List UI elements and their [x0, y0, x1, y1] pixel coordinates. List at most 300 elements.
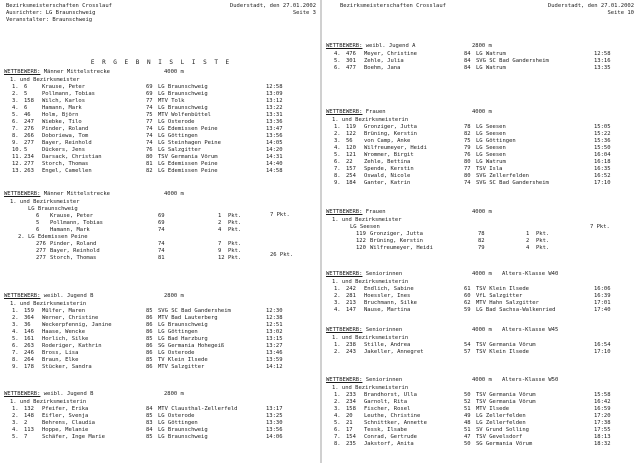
result-cell: 14:31: [266, 154, 283, 160]
results-section: [4, 292, 320, 371]
result-cell: 2: [24, 420, 28, 426]
result-row: [326, 293, 638, 300]
result-cell: 1.: [334, 392, 341, 398]
result-row: [4, 112, 320, 119]
results-section: [326, 326, 638, 356]
result-cell: 69: [158, 220, 165, 226]
results-section: [326, 108, 638, 187]
result-cell: Wilfreumeyer, Heidi: [364, 145, 427, 151]
result-cell: 7.: [12, 126, 19, 132]
result-row: [326, 342, 638, 349]
result-cell: LG Göttingen: [158, 420, 198, 426]
result-cell: LG Braunschweig: [158, 84, 208, 90]
result-cell: 16:52: [594, 173, 611, 179]
result-cell: 281: [346, 293, 356, 299]
result-row: [4, 213, 320, 220]
subheading: 1. und Bezirksmeisterin: [332, 117, 409, 123]
result-cell: 238: [346, 342, 356, 348]
event-heading: [326, 326, 638, 335]
result-cell: Eifler, Svenja: [42, 413, 89, 419]
result-cell: SVG SC Bad Gandersheim: [476, 180, 549, 186]
result-cell: Zehle, Bettina: [364, 159, 411, 165]
event-distance: 4000 m: [472, 327, 492, 333]
event-distance: 4000 m: [472, 109, 492, 115]
result-cell: 14:12: [266, 364, 283, 370]
result-row: [4, 420, 320, 427]
result-cell: Endlich, Sabine: [364, 286, 414, 292]
event-distance: 4000 m: [472, 209, 492, 215]
result-row: [326, 392, 638, 399]
result-row: [4, 227, 320, 234]
result-cell: Pfeifer, Erika: [42, 406, 89, 412]
result-cell: Storch, Thomas: [42, 161, 89, 167]
result-row: [4, 105, 320, 112]
event-distance: 4000 m: [164, 191, 184, 197]
result-cell: 74: [146, 133, 153, 139]
result-cell: 2.: [334, 131, 341, 137]
result-cell: 74: [464, 180, 471, 186]
result-cell: 4: [526, 245, 530, 251]
result-cell: SV Grund Solling: [476, 427, 529, 433]
result-row: [4, 308, 320, 315]
result-cell: MTV Ilsede: [476, 406, 510, 412]
result-cell: 80: [464, 173, 471, 179]
result-cell: 13:59: [266, 357, 283, 363]
result-cell: 14:58: [266, 168, 283, 174]
result-cell: 146: [24, 329, 34, 335]
result-cell: Gronziger, Jutta: [370, 231, 423, 237]
result-cell: 69: [146, 91, 153, 97]
result-cell: SG Germania Hohegeiß: [158, 343, 225, 349]
result-cell: 1.: [12, 406, 19, 412]
result-cell: 75: [146, 112, 153, 118]
result-cell: 7.: [334, 166, 341, 172]
result-cell: Pollmann, Tobias: [50, 220, 103, 226]
result-cell: 14:05: [266, 140, 283, 146]
result-cell: 132: [24, 406, 34, 412]
event-name: Männer Mittelstrecke: [43, 191, 110, 197]
result-cell: Brüning, Kerstin: [370, 238, 423, 244]
event-heading: [4, 190, 320, 199]
team-results-section: [4, 190, 320, 262]
result-row: [326, 441, 638, 448]
result-cell: 54: [464, 342, 471, 348]
result-cell: Schnittker, Annette: [364, 420, 427, 426]
result-cell: 213: [346, 300, 356, 306]
result-cell: 12:38: [266, 315, 283, 321]
result-cell: 6: [24, 84, 28, 90]
result-cell: 119: [356, 231, 366, 237]
result-cell: 74: [158, 227, 165, 233]
result-cell: 15:36: [594, 138, 611, 144]
event-label: WETTBEWERB:: [4, 69, 41, 75]
result-cell: 12.: [12, 161, 22, 167]
result-cell: 82: [478, 238, 485, 244]
result-cell: 2.: [12, 315, 19, 321]
age-class: Alters-Klasse W50: [502, 377, 559, 383]
result-row: [326, 145, 638, 152]
event-distance: 2800 m: [164, 391, 184, 397]
result-cell: 3.: [12, 322, 19, 328]
result-cell: 158: [346, 406, 356, 412]
results-section: [4, 68, 320, 175]
result-cell: 276: [24, 126, 34, 132]
result-row: [326, 138, 638, 145]
result-cell: 9: [218, 248, 222, 254]
result-row: [4, 147, 320, 154]
result-cell: 80: [464, 159, 471, 165]
result-cell: TSV Germania Vörum: [476, 342, 536, 348]
result-row: [4, 241, 320, 248]
result-cell: 13:56: [266, 427, 283, 433]
results-section: [326, 376, 638, 448]
result-cell: Nause, Martina: [364, 307, 411, 313]
result-cell: MTV Hahn Salzgitter: [476, 300, 539, 306]
result-cell: MTV Bad Lauterberg: [158, 315, 218, 321]
result-cell: TSV Klein Ilsede: [476, 286, 529, 292]
result-cell: 36: [24, 322, 31, 328]
result-cell: 84: [464, 51, 471, 57]
result-cell: 11.: [12, 154, 22, 160]
result-cell: Jakeller, Annegret: [364, 349, 424, 355]
result-cell: Braun, Elke: [42, 357, 79, 363]
result-cell: 17:38: [594, 420, 611, 426]
result-cell: Pkt.: [228, 255, 242, 261]
result-cell: 13:35: [594, 65, 611, 71]
result-cell: 61: [464, 286, 471, 292]
result-cell: 69: [158, 213, 165, 219]
result-cell: 17:10: [594, 180, 611, 186]
event-name: Männer Mittelstrecke: [43, 69, 110, 75]
event-heading: [4, 68, 320, 77]
result-cell: 84: [146, 406, 153, 412]
result-cell: LG Bad Harzburg: [158, 336, 208, 342]
result-row: [4, 220, 320, 227]
result-cell: 477: [346, 65, 356, 71]
result-cell: 1.: [334, 286, 341, 292]
right-page: [322, 0, 640, 463]
event-heading: [326, 108, 638, 117]
result-cell: 49: [464, 413, 471, 419]
result-cell: 16:04: [594, 152, 611, 158]
result-cell: 266: [24, 133, 34, 139]
result-cell: 79: [478, 245, 485, 251]
result-cell: 157: [346, 166, 356, 172]
result-cell: 184: [346, 180, 356, 186]
result-cell: 17:10: [594, 349, 611, 355]
result-cell: 52: [464, 399, 471, 405]
result-cell: 2: [218, 220, 222, 226]
result-cell: 85: [146, 434, 153, 440]
result-cell: 86: [146, 350, 153, 356]
result-cell: 77: [146, 98, 153, 104]
result-cell: 2.: [334, 399, 341, 405]
result-cell: Pkt.: [536, 231, 550, 237]
result-row: [326, 58, 638, 65]
result-cell: 13:25: [266, 413, 283, 419]
result-cell: Schäfer, Inge Marie: [42, 434, 105, 440]
result-row: [4, 336, 320, 343]
event-label: WETTBEWERB:: [326, 377, 363, 383]
results-section: [326, 42, 638, 72]
result-cell: 476: [346, 51, 356, 57]
result-cell: 122: [356, 238, 366, 244]
result-cell: 48: [464, 420, 471, 426]
result-cell: SVG SC Bad Gandersheim: [476, 58, 549, 64]
result-cell: Wilch, Karlos: [42, 98, 86, 104]
result-cell: 233: [346, 392, 356, 398]
result-cell: 13:46: [266, 350, 283, 356]
result-row: [326, 159, 638, 166]
result-cell: 119: [346, 124, 356, 130]
result-cell: 6.: [334, 65, 341, 71]
event-heading: [326, 208, 638, 217]
result-cell: 16:06: [594, 286, 611, 292]
result-row: [4, 133, 320, 140]
result-cell: TSV Gevelsdorf: [476, 434, 523, 440]
result-row: [4, 406, 320, 413]
list-title: E R G E B N I S L I S T E: [90, 59, 232, 66]
result-cell: LG Salzgitter: [158, 147, 202, 153]
result-cell: 4.: [334, 51, 341, 57]
result-cell: 13:31: [266, 112, 283, 118]
result-row: [326, 124, 638, 131]
result-cell: 16:59: [594, 406, 611, 412]
result-cell: 5.: [12, 336, 19, 342]
result-cell: LG Braunschweig: [158, 91, 208, 97]
result-cell: LG Braunschweig: [158, 427, 208, 433]
result-cell: 364: [24, 315, 34, 321]
result-cell: 21: [346, 420, 353, 426]
result-cell: Gronziger, Jutta: [364, 124, 417, 130]
subheading: 1. und Bezirksmeisterin: [10, 399, 87, 405]
result-cell: LG Bad Sachsa-Walkenried: [476, 307, 556, 313]
result-cell: Pkt.: [228, 227, 242, 233]
result-cell: 1.: [12, 84, 19, 90]
result-cell: 4.: [12, 427, 19, 433]
result-row: [4, 343, 320, 350]
header-line: Ausrichter: LG Braunschweig: [6, 10, 96, 16]
team-name-text: LG Edemissen Peine: [27, 234, 88, 240]
event-label: WETTBEWERB:: [4, 293, 41, 299]
result-row: [4, 98, 320, 105]
result-row: [4, 126, 320, 133]
result-row: [4, 161, 320, 168]
result-cell: Tessk, Ilsabe: [364, 427, 408, 433]
result-cell: 13:36: [266, 119, 283, 125]
header-line: Veranstalter: Braunschweig: [6, 17, 93, 23]
result-cell: LG Göttingen: [158, 133, 198, 139]
result-cell: von Camp, Anke: [364, 138, 411, 144]
result-row: [326, 51, 638, 58]
result-cell: Pinder, Roland: [42, 126, 89, 132]
result-cell: 277: [36, 255, 46, 261]
result-row: [4, 322, 320, 329]
result-row: [326, 300, 638, 307]
result-row: [326, 427, 638, 434]
event-label: WETTBEWERB:: [4, 191, 41, 197]
result-cell: 12:58: [594, 51, 611, 57]
result-cell: 51: [464, 427, 471, 433]
result-cell: 277: [24, 161, 34, 167]
result-cell: 7: [24, 434, 28, 440]
team-points: 7 Pkt.: [270, 212, 290, 218]
result-cell: 13:30: [266, 420, 283, 426]
result-cell: LG Braunschweig: [158, 105, 208, 111]
result-cell: LG Osterode: [158, 350, 195, 356]
result-cell: 178: [24, 364, 34, 370]
result-row: [326, 406, 638, 413]
result-cell: 86: [146, 329, 153, 335]
event-heading: [4, 292, 320, 301]
result-cell: 86: [146, 315, 153, 321]
result-cell: TSV Klein Ilsede: [476, 349, 529, 355]
result-cell: 5.: [334, 420, 341, 426]
result-cell: Boehm, Jana: [364, 65, 401, 71]
result-cell: 86: [146, 364, 153, 370]
header-line: Bezirksmeisterschaften Crosslauf: [6, 3, 112, 9]
result-cell: 159: [24, 308, 34, 314]
result-cell: LG Watrum: [476, 51, 506, 57]
result-cell: 13:12: [266, 98, 283, 104]
result-cell: 78: [478, 231, 485, 237]
result-cell: 74: [158, 248, 165, 254]
result-row: [326, 349, 638, 356]
event-distance: 4000 m: [472, 271, 492, 277]
result-cell: Hamann, Mark: [42, 105, 82, 111]
result-cell: Oswald, Nicole: [364, 173, 411, 179]
result-cell: Wrommer, Birgit: [364, 152, 414, 158]
result-cell: Bruchmann, Silke: [364, 300, 417, 306]
result-cell: 4.: [12, 329, 19, 335]
result-cell: 5.: [12, 434, 19, 440]
result-cell: VfL Salzgitter: [476, 293, 523, 299]
result-row: [326, 399, 638, 406]
event-name: weibl. Jugend B: [43, 391, 94, 397]
result-cell: 83: [146, 420, 153, 426]
result-cell: 1.: [12, 308, 19, 314]
result-row: [4, 84, 320, 91]
event-name: Seniorinnen: [365, 327, 403, 333]
team-name: LG Seesen: [350, 224, 380, 230]
result-cell: Jakstorf, Anita: [364, 441, 414, 447]
result-cell: 276: [36, 241, 46, 247]
result-cell: LG Seesen: [476, 124, 506, 130]
result-cell: 77: [464, 166, 471, 172]
team-results-section: [326, 208, 638, 252]
result-cell: 4.: [334, 413, 341, 419]
result-cell: 9.: [12, 140, 19, 146]
result-cell: 254: [346, 173, 356, 179]
result-cell: Pkt.: [536, 245, 550, 251]
result-cell: 242: [346, 286, 356, 292]
result-cell: LG Zellerfelden: [476, 413, 526, 419]
result-row: [4, 168, 320, 175]
result-cell: Brüning, Kerstin: [364, 131, 417, 137]
subheading: 1. und Bezirksmeisterin: [10, 301, 87, 307]
result-cell: 82: [464, 131, 471, 137]
result-cell: 16:18: [594, 159, 611, 165]
result-cell: Engel, Camellen: [42, 168, 92, 174]
result-cell: 3.: [334, 138, 341, 144]
result-cell: 85: [146, 357, 153, 363]
result-cell: 13:27: [266, 343, 283, 349]
result-cell: 3.: [12, 420, 19, 426]
result-cell: 17:20: [594, 413, 611, 419]
result-cell: LG Osterode: [158, 119, 195, 125]
result-cell: 84: [146, 427, 153, 433]
page-number: Seite 10: [607, 10, 634, 16]
result-row: [4, 413, 320, 420]
result-cell: 9.: [12, 364, 19, 370]
result-row: [326, 307, 638, 314]
result-cell: 6: [24, 105, 28, 111]
result-cell: 16:54: [594, 342, 611, 348]
subheading: 1. und Bezirksmeister: [10, 77, 80, 83]
result-cell: LG Seesen: [476, 145, 506, 151]
result-cell: 76: [146, 147, 153, 153]
result-cell: 235: [346, 441, 356, 447]
result-row: [4, 315, 320, 322]
result-cell: 10.: [12, 147, 22, 153]
result-cell: 16:35: [594, 166, 611, 172]
right-date-block: [548, 3, 634, 17]
result-cell: Holm, Björn: [42, 112, 79, 118]
result-cell: 82: [146, 168, 153, 174]
result-cell: 277: [36, 248, 46, 254]
result-cell: 3.: [334, 406, 341, 412]
result-cell: 122: [346, 131, 356, 137]
result-cell: 13:56: [266, 133, 283, 139]
result-cell: 263: [24, 168, 34, 174]
result-cell: 13:16: [594, 58, 611, 64]
result-cell: 234: [24, 154, 34, 160]
result-cell: Fischer, Rosel: [364, 406, 411, 412]
result-row: [4, 427, 320, 434]
result-cell: 51: [464, 406, 471, 412]
result-cell: SG Germania Vörum: [476, 441, 533, 447]
result-row: [4, 248, 320, 255]
result-cell: 1: [526, 231, 530, 237]
result-cell: 13:17: [266, 406, 283, 412]
result-cell: LG Watrum: [476, 159, 506, 165]
result-cell: Pkt.: [228, 220, 242, 226]
event-heading: [326, 42, 638, 51]
result-cell: 264: [24, 357, 34, 363]
result-cell: 5: [24, 91, 28, 97]
team-rank: 2.: [18, 234, 25, 240]
result-cell: SVG SC Bad Gandersheim: [158, 308, 231, 314]
result-cell: 14:40: [266, 161, 283, 167]
result-cell: Krause, Peter: [50, 213, 94, 219]
result-cell: Hamann, Mark: [50, 227, 90, 233]
event-name: Seniorinnen: [365, 271, 403, 277]
result-cell: 6: [36, 213, 40, 219]
result-cell: Wilfreumeyer, Heidi: [370, 245, 433, 251]
result-cell: 8.: [12, 133, 19, 139]
result-cell: 79: [464, 145, 471, 151]
result-cell: 20: [346, 413, 353, 419]
event-distance: 4000 m: [472, 377, 492, 383]
result-cell: 86: [146, 322, 153, 328]
result-cell: 147: [346, 307, 356, 313]
result-cell: Garnolt, Rita: [364, 399, 408, 405]
result-cell: 5.: [334, 58, 341, 64]
result-cell: 4.: [12, 105, 19, 111]
result-row: [326, 166, 638, 173]
result-cell: MTV Wolfenbüttel: [158, 112, 211, 118]
result-cell: 12:30: [266, 308, 283, 314]
